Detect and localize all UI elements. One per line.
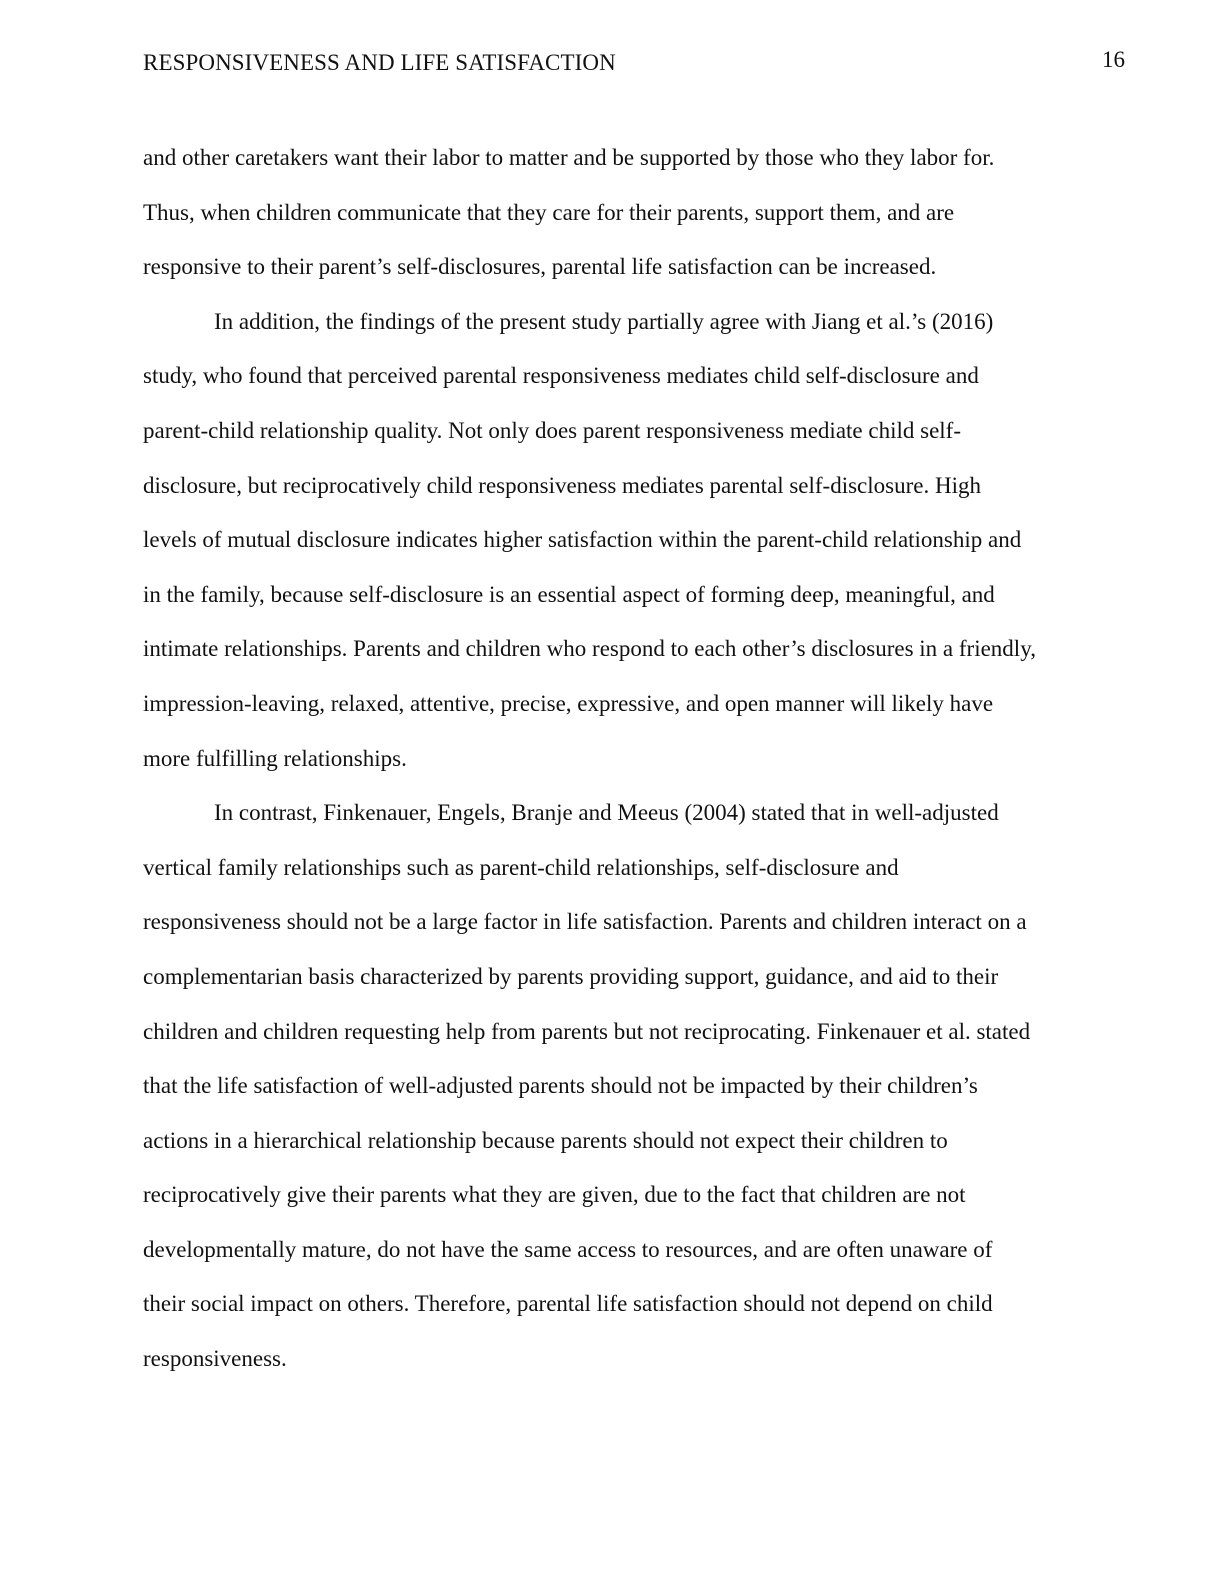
text-line: in the family, because self-disclosure is an essential aspect of forming deep, meaningful, and: [143, 581, 995, 607]
page-number: 16: [1102, 47, 1125, 72]
paragraph-2: [143, 295, 1083, 786]
text-line: parent-child relationship quality. Not only does parent responsiveness mediate child self-: [143, 417, 961, 443]
text-line: actions in a hierarchical relationship because parents should not expect their children to: [143, 1127, 948, 1153]
paragraph-3: [143, 786, 1083, 1387]
text-line: responsiveness should not be a large factor in life satisfaction. Parents and children interact on a: [143, 909, 1027, 935]
text-line: responsiveness.: [143, 1346, 287, 1372]
text-line: their social impact on others. Therefore, parental life satisfaction should not depend on child: [143, 1291, 993, 1317]
text-line: that the life satisfaction of well-adjusted parents should not be impacted by their children’s: [143, 1073, 978, 1099]
text-line: reciprocatively give their parents what they are given, due to the fact that children are not: [143, 1182, 966, 1208]
text-line: complementarian basis characterized by parents providing support, guidance, and aid to their: [143, 963, 999, 989]
running-head: RESPONSIVENESS AND LIFE SATISFACTION: [143, 50, 616, 75]
text-line: disclosure, but reciprocatively child responsiveness mediates parental self-disclosure. High: [143, 472, 981, 498]
text-line: intimate relationships. Parents and children who respond to each other’s disclosures in a friendly,: [143, 636, 1036, 662]
text-line: vertical family relationships such as parent-child relationships, self-disclosure and: [143, 854, 899, 880]
text-line: responsive to their parent’s self-disclosures, parental life satisfaction can be increased.: [143, 254, 937, 280]
text-line: levels of mutual disclosure indicates higher satisfaction within the parent-child relationship and: [143, 527, 1022, 553]
text-line: study, who found that perceived parental responsiveness mediates child self-disclosure and: [143, 363, 979, 389]
text-line: children and children requesting help from parents but not reciprocating. Finkenauer et al. stated: [143, 1018, 1031, 1044]
body-text: [143, 131, 1083, 1387]
text-line: In contrast, Finkenauer, Engels, Branje and Meeus (2004) stated that in well-adjusted: [214, 800, 999, 826]
text-line: Thus, when children communicate that they care for their parents, support them, and are: [143, 199, 955, 225]
text-line: impression-leaving, relaxed, attentive, precise, expressive, and open manner will likely have: [143, 690, 994, 716]
text-line: more fulfilling relationships.: [143, 745, 407, 771]
paragraph-1: [143, 131, 1083, 295]
text-line: developmentally mature, do not have the same access to resources, and are often unaware of: [143, 1236, 993, 1262]
text-line: In addition, the findings of the present study partially agree with Jiang et al.’s (2016): [214, 308, 994, 334]
text-line: and other caretakers want their labor to matter and be supported by those who they labor for.: [143, 145, 995, 170]
